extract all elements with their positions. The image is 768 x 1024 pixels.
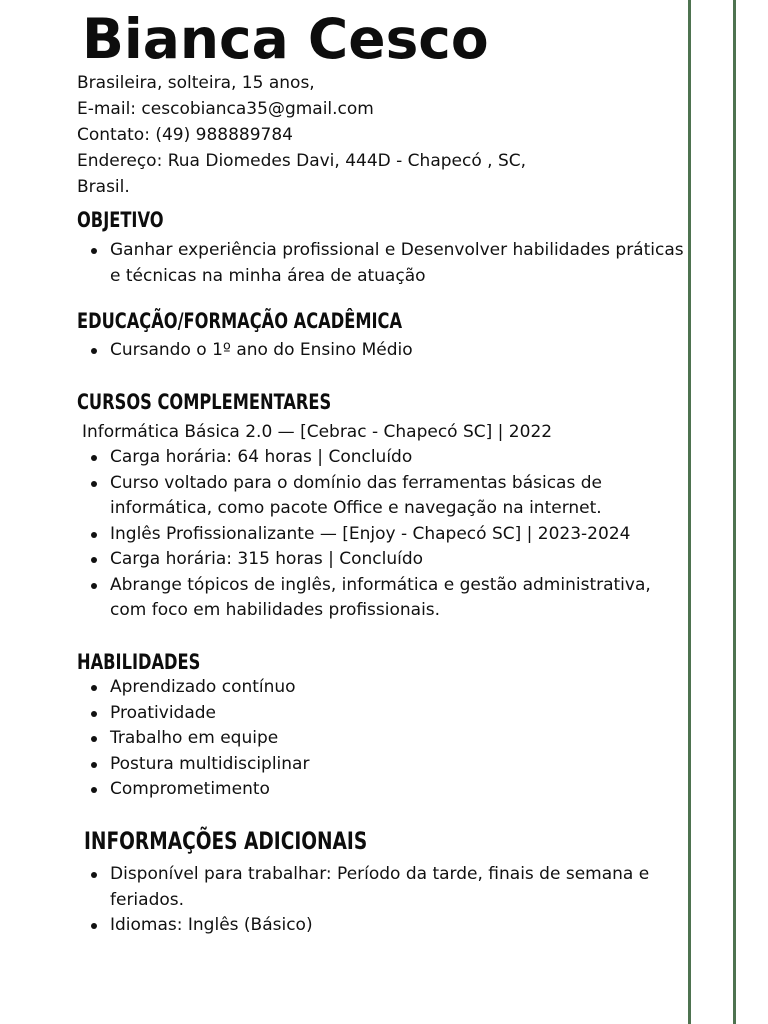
education-list	[0, 338, 690, 364]
courses-heading: CURSOS COMPLEMENTARES	[77, 390, 332, 414]
personal-info-line: Brasileira, solteira, 15 anos,	[77, 73, 315, 93]
list-item: Curso voltado para o domínio das ferramentas básicas de informática, como pacote Office e navegação na internet.	[0, 471, 690, 522]
address-line: Endereço: Rua Diomedes Davi, 444D - Chapecó , SC,	[77, 151, 527, 171]
personal-info	[77, 70, 677, 200]
list-item: Disponível para trabalhar: Período da tarde, finais de semana e feriados.	[0, 862, 690, 913]
list-item: Carga horária: 315 horas | Concluído	[0, 547, 690, 573]
list-item: Idiomas: Inglês (Básico)	[0, 913, 690, 939]
education-heading: EDUCAÇÃO/FORMAÇÃO ACADÊMICA	[77, 309, 403, 333]
list-item: Trabalho em equipe	[0, 726, 690, 752]
address-country-line: Brasil.	[77, 177, 130, 197]
objective-heading: OBJETIVO	[77, 208, 164, 232]
skills-list	[0, 675, 690, 803]
objective-list	[0, 238, 690, 289]
course-title-line: Informática Básica 2.0 — [Cebrac - Chapecó SC] | 2022	[82, 422, 553, 442]
email-line: E-mail: cescobianca35@gmail.com	[77, 99, 374, 119]
phone-line: Contato: (49) 988889784	[77, 125, 293, 145]
list-item: Cursando o 1º ano do Ensino Médio	[0, 338, 690, 364]
list-item: Inglês Profissionalizante — [Enjoy - Chapecó SC] | 2023-2024	[0, 522, 690, 548]
list-item: Abrange tópicos de inglês, informática e gestão administrativa, com foco em habilidades profissionais.	[0, 573, 690, 624]
list-item: Postura multidisciplinar	[0, 752, 690, 778]
decorative-vertical-line-right	[733, 0, 736, 1024]
list-item: Aprendizado contínuo	[0, 675, 690, 701]
list-item: Comprometimento	[0, 777, 690, 803]
additional-info-heading: INFORMAÇÕES ADICIONAIS	[84, 827, 368, 855]
skills-heading: HABILIDADES	[77, 650, 201, 674]
courses-list	[0, 445, 690, 624]
additional-info-list	[0, 862, 690, 939]
candidate-name: Bianca Cesco	[82, 7, 489, 71]
list-item: Carga horária: 64 horas | Concluído	[0, 445, 690, 471]
list-item: Ganhar experiência profissional e Desenvolver habilidades práticas e técnicas na minha área de atuação	[0, 238, 690, 289]
list-item: Proatividade	[0, 701, 690, 727]
